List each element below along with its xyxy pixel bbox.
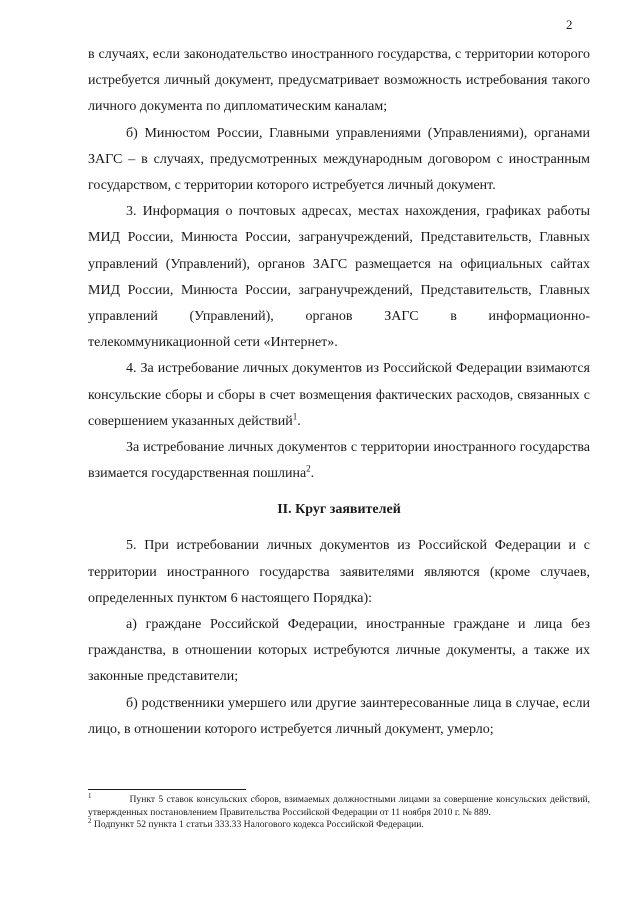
paragraph-continuation: в случаях, если законодательство иностранного государства, с территории которого истребуется личный документ, предусматривает возможность истребования такого личного документа по дипломатическим каналам; [88,47,590,115]
footnote-reference-2[interactable]: 2 [306,463,311,474]
paragraph-end: . [310,466,315,482]
paragraph-text: За истребование личных документов с территории иностранного государства взимается государственная пошлина [88,440,590,482]
footnote-2 [88,816,590,832]
footnote-reference-1[interactable]: 1 [292,411,298,422]
document-body [88,42,590,743]
paragraph-item-4-fees [88,356,590,435]
paragraph-item-b-minjust: б) Минюстом России, Главными управлениями (Управлениями), органами ЗАГС – в случаях, предусмотренных международным договором с иностранным государством, с территории которого истребуется личный документ. [88,125,590,194]
paragraph-item-a-citizens: а) граждане Российской Федерации, иностранные граждане и лица без гражданства, в отношении которых истребуются личные документы, а также их законные представители; [88,617,590,685]
paragraph-end: . [297,413,301,429]
section-heading: II. Круг заявителей [277,502,401,518]
paragraph-text: 4. За истребование личных документов из Российской Федерации взимаются консульские сборы и сборы в счет возмещения фактических расходов, связанных с совершением указанных действий [88,361,590,429]
footnote-1 [88,791,590,819]
footnotes [88,791,590,832]
footnote-text: Подпункт 52 пункта 1 статьи 333.33 Налогового кодекса Российской Федерации. [93,819,424,830]
footnote-text: Пункт 5 ставок консульских сборов, взимаемых должностными лицами за совершение консульских действий, утвержденных постановлением Правительства Российской Федерации от 11 ноября 2010 г. № 889. [88,794,590,818]
page-number: 2 [566,17,573,32]
footnote-divider [88,789,246,790]
paragraph-item-5-applicants: 5. При истребовании личных документов из Российской Федерации и с территории иностранного государства заявителями являются (кроме случаев, определенных пунктом 6 настоящего Порядка): [88,538,590,606]
paragraph-item-3-information: 3. Информация о почтовых адресах, местах нахождения, графиках работы МИД России, Минюста России, загранучреждений, Представительств, Главных управлений (Управлений), органов ЗАГС размещается на официальных сайтах МИД России, Минюста России, загранучреждений, Представительств, Главных управлений (Управлений), органов ЗАГС в информационно-телекоммуникационной сети «Интернет». [88,204,590,351]
footnote-mark: 2 [88,816,92,825]
footnote-mark: 1 [88,791,92,800]
paragraph-item-b-relatives: б) родственники умершего или другие заинтересованные лица в случае, если лицо, в отношении которого истребуется личный документ, умерло; [88,695,590,737]
paragraph-state-duty [88,435,590,487]
